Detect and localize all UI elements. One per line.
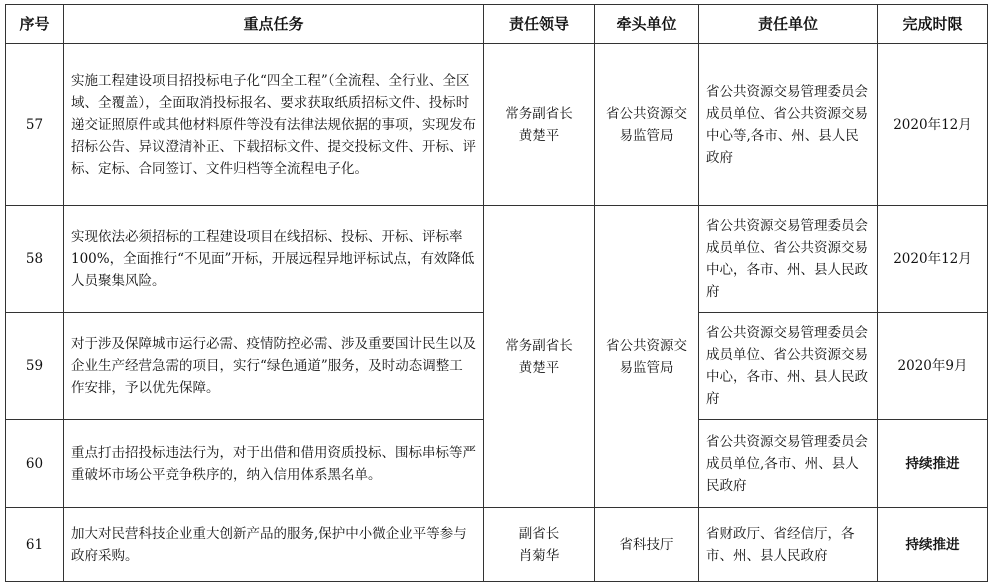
header-task: 重点任务 [64,5,484,44]
row-no: 57 [6,44,64,206]
row-task: 实现依法必须招标的工程建设项目在线招标、投标、开标、评标率100%，全面推行“不见面”开标，开展远程异地评标试点，有效降低人员聚集风险。 [64,206,484,313]
leader-name: 肖菊华 [518,547,560,564]
table-row [6,44,988,206]
row-task: 加大对民营科技企业重大创新产品的服务,保护中小微企业平等参与政府采购。 [64,508,484,582]
row-no: 60 [6,420,64,508]
leader-name: 黄楚平 [518,359,560,376]
header-resp-org: 责任单位 [699,5,878,44]
row-deadline: 持续推进 [878,420,988,508]
row-resp-org: 省公共资源交易管理委员会成员单位、省公共资源交易中心等,各市、州、县人民政府 [699,44,878,206]
header-row [6,5,988,44]
leader-title: 常务副省长 [505,337,573,354]
row-leader [484,44,595,206]
leader-title: 常务副省长 [505,105,573,122]
row-deadline: 2020年12月 [878,206,988,313]
row-resp-org: 省财政厅、省经信厅，各市、州、县人民政府 [699,508,878,582]
header-lead-org: 牵头单位 [595,5,699,44]
row-resp-org: 省公共资源交易管理委员会成员单位、省公共资源交易中心，各市、州、县人民政府 [699,313,878,420]
leader-name: 黄楚平 [518,127,560,144]
row-lead-org [595,508,699,582]
header-leader: 责任领导 [484,5,595,44]
row-leader [484,508,595,582]
row-deadline: 2020年12月 [878,44,988,206]
row-no: 61 [6,508,64,582]
table-row [6,508,988,582]
row-resp-org: 省公共资源交易管理委员会成员单位,各市、州、县人民政府 [699,420,878,508]
row-no: 59 [6,313,64,420]
row-task: 实施工程建设项目招投标电子化“四全工程”（全流程、全行业、全区域、全覆盖），全面取消投标报名、要求获取纸质招标文件、投标时递交证照原件或其他材料原件等没有法律法规依据的事项，实现发布招标公告、异议澄清补正、下载招标文件、提交投标文件、开标、评标、定标、合同签订、文件归档等全流程电子化。 [64,44,484,206]
row-resp-org: 省公共资源交易管理委员会成员单位、省公共资源交易中心，各市、州、县人民政府 [699,206,878,313]
lead-org-line: 省公共资源交 [606,105,687,122]
merged-lead-org [595,206,699,508]
row-task: 对于涉及保障城市运行必需、疫情防控必需、涉及重要国计民生以及企业生产经营急需的项目，实行“绿色通道”服务，及时动态调整工作安排，予以优先保障。 [64,313,484,420]
row-no: 58 [6,206,64,313]
lead-org-line: 易监管局 [619,127,674,144]
row-deadline: 持续推进 [878,508,988,582]
header-no: 序号 [6,5,64,44]
lead-org-line: 省公共资源交 [606,337,687,354]
table-row [6,206,988,313]
row-lead-org [595,44,699,206]
lead-org-line: 省科技厅 [619,536,674,553]
header-deadline: 完成时限 [878,5,988,44]
task-table [5,4,988,582]
row-deadline: 2020年9月 [878,313,988,420]
row-task: 重点打击招投标违法行为，对于出借和借用资质投标、围标串标等严重破坏市场公平竞争秩序的，纳入信用体系黑名单。 [64,420,484,508]
lead-org-line: 易监管局 [619,359,674,376]
leader-title: 副省长 [518,525,560,542]
merged-leader [484,206,595,508]
